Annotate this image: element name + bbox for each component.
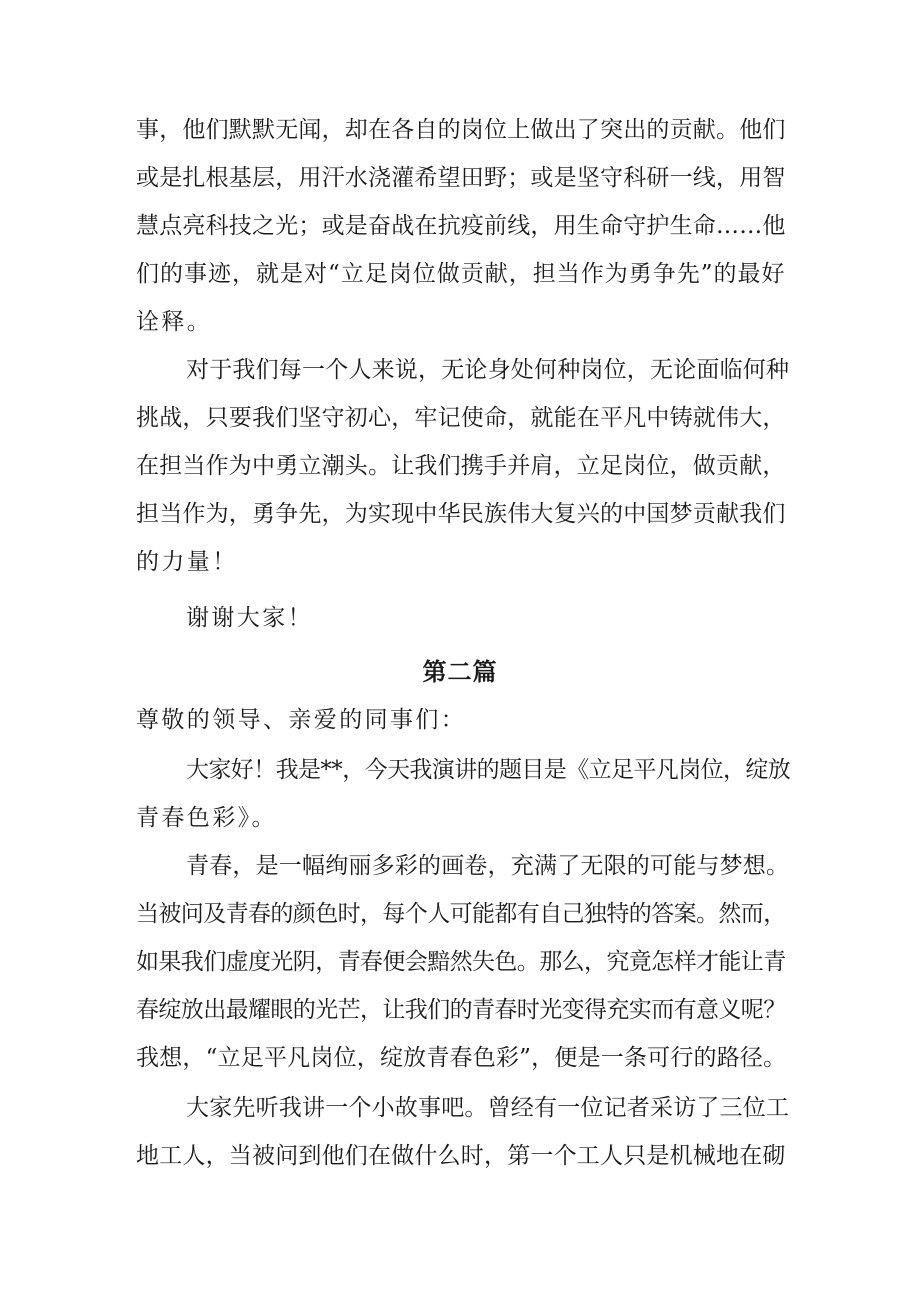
paragraph-line: 或是扎根基层，用汗水浇灌希望田野；或是坚守科研一线，用智: [136, 165, 786, 191]
paragraph-line: 大家好！我是**，今天我演讲的题目是《立足平凡岗位，绽放: [186, 757, 791, 783]
paragraph-line: 挑战，只要我们坚守初心，牢记使命，就能在平凡中铸就伟大，: [136, 405, 786, 431]
closing-line: 谢谢大家！: [186, 605, 313, 631]
paragraph-line: 担当作为，勇争先，为实现中华民族伟大复兴的中国梦贡献我们: [136, 501, 786, 527]
paragraph-line: 的力量！: [136, 549, 238, 575]
paragraph-line: 们的事迹，就是对“立足岗位做贡献，担当作为勇争先”的最好: [136, 261, 786, 287]
paragraph-line: 地工人，当被问到他们在做什么时，第一个工人只是机械地在砌: [136, 1143, 786, 1169]
paragraph-line: 青春，是一幅绚丽多彩的画卷，充满了无限的可能与梦想。: [186, 853, 790, 879]
paragraph-line: 青春色彩》。: [136, 805, 277, 831]
paragraph-line: 事，他们默默无闻，却在各自的岗位上做出了突出的贡献。他们: [136, 117, 786, 143]
paragraph-line: 春绽放出最耀眼的光芒，让我们的青春时光变得充实而有意义呢？: [136, 997, 786, 1023]
paragraph-line: 如果我们虚度光阴，青春便会黯然失色。那么，究竟怎样才能让青: [136, 949, 786, 975]
section-heading: 第二篇: [422, 658, 498, 686]
paragraph-line: 对于我们每一个人来说，无论身处何种岗位，无论面临何种: [186, 357, 790, 383]
salutation-line: 尊敬的领导、亲爱的同事们：: [136, 707, 467, 733]
paragraph-line: 大家先听我讲一个小故事吧。曾经有一位记者采访了三位工: [186, 1095, 790, 1121]
paragraph-line: 在担当作为中勇立潮头。让我们携手并肩，立足岗位，做贡献，: [136, 453, 786, 479]
paragraph-line: 慧点亮科技之光；或是奋战在抗疫前线，用生命守护生命……他: [136, 213, 786, 239]
paragraph-line: 当被问及青春的颜色时，每个人可能都有自己独特的答案。然而，: [136, 901, 786, 927]
paragraph-line: 我想，“立足平凡岗位，绽放青春色彩”，便是一条可行的路径。: [136, 1045, 787, 1071]
paragraph-line: 诠释。: [136, 309, 213, 335]
